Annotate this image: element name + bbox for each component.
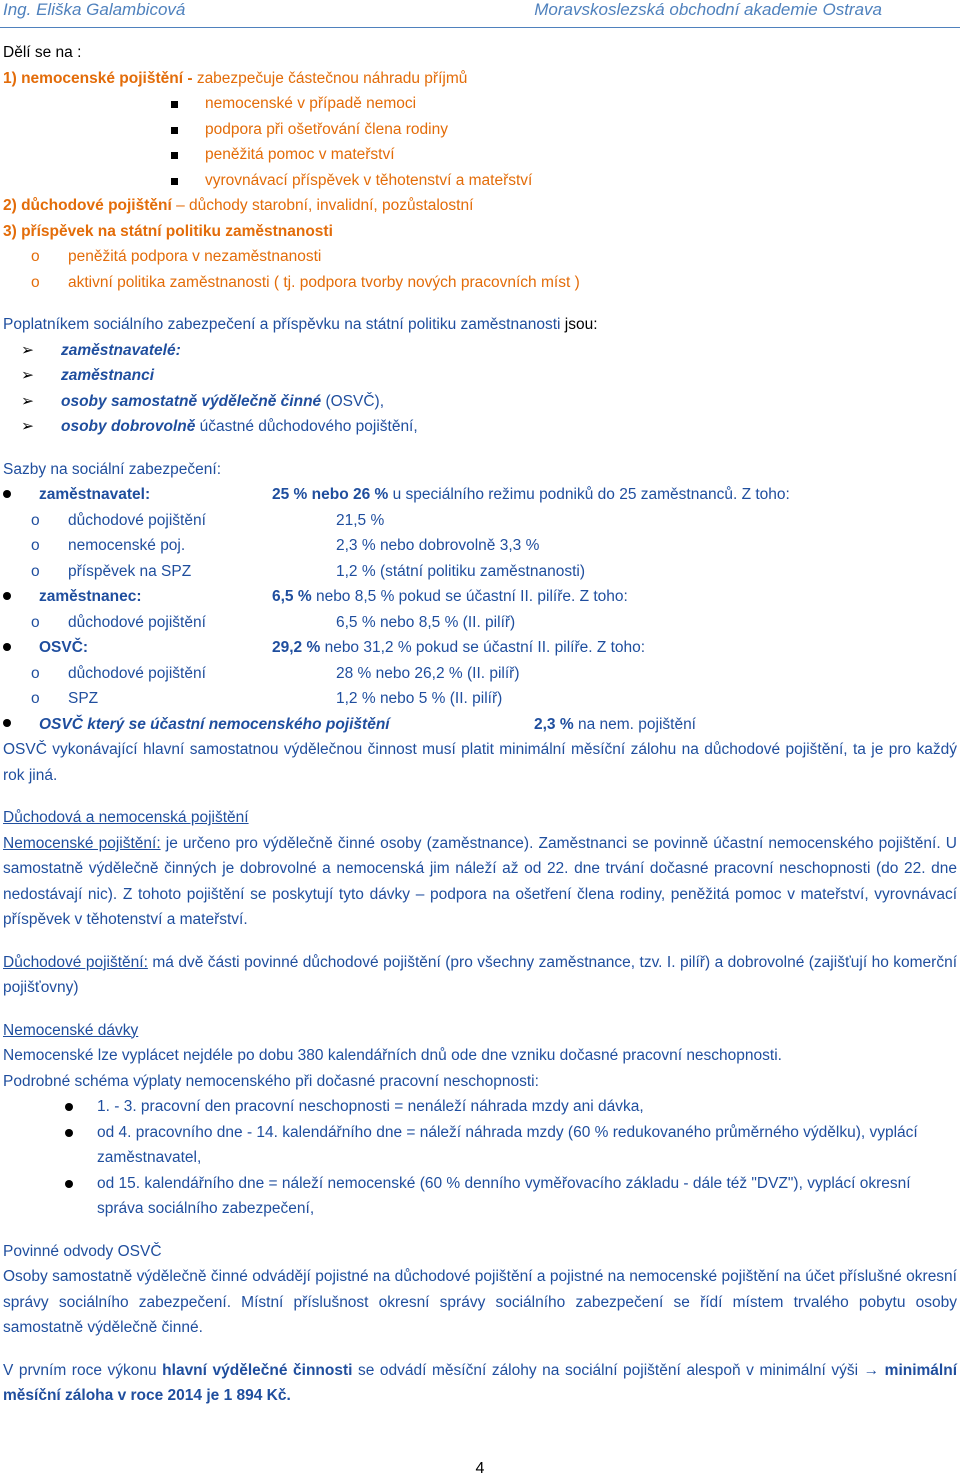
list-item: podpora při ošetřování člena rodiny (3, 117, 957, 143)
arrow-bullet-icon: ➢ (21, 341, 34, 359)
square-bullet-icon (171, 152, 178, 159)
sick-insurance-paragraph: Nemocenské pojištění: je určeno pro výdělečně činné osoby (zaměstnance). Zaměstnanci se povinně účastní nemocenského pojištění. U samostatně výdělečně činných je dobrovolné a nemocenská jim náleží až od 22. dne trvání dočasné pracovní neschopnosti (do 22. dne nedostávají nic). Z tohoto pojištění se poskytují tyto dávky – podpora na ošetření člena rodiny, peněžitá pomoc v mateřství, vyrovnávací příspěvek v těhotenství a mateřství. (3, 834, 957, 928)
payers-heading: Poplatníkem sociálního zabezpečení a příspěvku na státní politiku zaměstnanosti jsou: (3, 316, 598, 333)
circle-bullet-icon: o (31, 690, 40, 707)
square-bullet-icon (171, 101, 178, 108)
list-item: o peněžitá podpora v nezaměstnanosti (3, 244, 957, 270)
right-arrow-icon: → (863, 1361, 885, 1379)
square-bullet-icon (171, 127, 178, 134)
header-author: Ing. Eliška Galambicová (3, 0, 186, 19)
circle-bullet-icon: o (31, 248, 40, 265)
intro-line: Dělí se na : (3, 44, 82, 61)
rate-subrow: o příspěvek na SPZ 1,2 % (státní politiku zaměstnanosti) (3, 559, 957, 585)
rate-subrow: o důchodové pojištění 28 % nebo 26,2 % (II. pilíř) (3, 661, 957, 687)
osvc-note: OSVČ vykonávající hlavní samostatnou výdělečnou činnost musí platit minimální měsíční zálohu na důchodové pojištění, ta je pro každý rok jiná. (3, 741, 957, 784)
list-item: peněžitá pomoc v mateřství (3, 142, 957, 168)
list-item: ➢ zaměstnanci (3, 363, 957, 389)
rate-subrow: o SPZ 1,2 % nebo 5 % (II. pilíř) (3, 686, 957, 712)
sickness-p1: Nemocenské lze vyplácet nejdéle po dobu 380 kalendářních dnů ode dne vzniku dočasné pracovní neschopnosti. (3, 1047, 782, 1064)
rate-row: OSVČ který se účastní nemocenského pojištění 2,3 % na nem. pojištění (3, 712, 957, 738)
bullet-icon (65, 1129, 73, 1137)
circle-bullet-icon: o (31, 273, 40, 291)
list-item: o aktivní politika zaměstnanosti ( tj. podpora tvorby nových pracovních míst ) (3, 270, 957, 296)
page-number: 4 (475, 1460, 485, 1477)
circle-bullet-icon: o (31, 664, 40, 682)
bullet-icon (3, 592, 11, 600)
osvc-duties-p1: Osoby samostatně výdělečně činné odvádějí pojistné na důchodové pojištění a pojistné na nemocenské pojištění na účet příslušné okresní správy sociálního zabezpečení. Místní příslušnost okresní správy sociálního zabezpečení se řídí místem trvalého pobytu osoby samostatně výdělečně činné. (3, 1268, 957, 1336)
sickness-list (3, 1094, 957, 1222)
circle-bullet-icon: o (31, 562, 40, 580)
square-bullet-icon (171, 178, 178, 185)
insurance-heading: Důchodová a nemocenská pojištění (3, 809, 249, 826)
circle-bullet-icon: o (31, 511, 40, 529)
arrow-bullet-icon: ➢ (21, 392, 34, 410)
document-body (3, 40, 957, 1409)
bullet-icon (3, 490, 11, 498)
pension-insurance-paragraph: Důchodové pojištění: má dvě části povinné důchodové pojištění (pro všechny zaměstnance, tzv. I. pilíř) a dobrovolné (zajišťují ho komerční pojišťovny) (3, 953, 957, 996)
rate-row: zaměstnanec: 6,5 % nebo 8,5 % pokud se účastní II. pilíře. Z toho: (3, 584, 957, 610)
header-rule (0, 27, 960, 28)
arrow-bullet-icon: ➢ (21, 418, 34, 435)
list-item: od 4. pracovního dne - 14. kalendářního dne = náleží náhrada mzdy (60 % redukovaného průměrného výdělku), vyplácí zaměstnavatel, (3, 1120, 957, 1171)
osvc-duties-p2: V prvním roce výkonu hlavní výdělečné činnosti se odvádí měsíční zálohy na sociální pojištění alespoň v minimální výši → minimální měsíční záloha v roce 2014 je 1 894 Kč. (3, 1361, 958, 1404)
sickness-p2: Podrobné schéma výplaty nemocenského při dočasné pracovní neschopnosti: (3, 1072, 539, 1090)
sec1-heading: 1) nemocenské pojištění - zabezpečuje částečnou náhradu příjmů (3, 69, 468, 87)
osvc-duties-heading: Povinné odvody OSVČ (3, 1242, 162, 1260)
arrow-bullet-icon: ➢ (21, 367, 34, 384)
rate-row: OSVČ: 29,2 % nebo 31,2 % pokud se účastní II. pilíře. Z toho: (3, 635, 957, 661)
header-school: Moravskoslezská obchodní akademie Ostrava (534, 0, 882, 19)
list-item: nemocenské v případě nemoci (3, 91, 957, 117)
list-item: vyrovnávací příspěvek v těhotenství a mateřství (3, 168, 957, 194)
circle-bullet-icon: o (31, 537, 40, 554)
rate-subrow: o důchodové pojištění 21,5 % (3, 508, 957, 534)
rate-subrow: o důchodové pojištění 6,5 % nebo 8,5 % (II. pilíř) (3, 610, 957, 636)
rate-row: zaměstnavatel: 25 % nebo 26 % u speciálního režimu podniků do 25 zaměstnanců. Z toho: (3, 482, 957, 508)
list-item: od 15. kalendářního dne = náleží nemocenské (60 % denního vyměřovacího základu - dále též "DVZ"), vyplácí okresní správa sociálního zabezpečení, (3, 1171, 957, 1222)
list-item: ➢ osoby samostatně výdělečně činné (OSVČ), (3, 389, 957, 415)
bullet-icon (65, 1103, 73, 1111)
bullet-icon (3, 643, 11, 651)
bullet-icon (3, 719, 11, 727)
bullet-icon (65, 1180, 73, 1188)
sec3-heading: 3) příspěvek na státní politiku zaměstnanosti (3, 222, 333, 240)
list-item: 1. - 3. pracovní den pracovní neschopnosti = nenáleží náhrada mzdy ani dávka, (3, 1094, 957, 1120)
sickness-heading: Nemocenské dávky (3, 1021, 139, 1039)
page-header (0, 0, 960, 30)
rate-subrow: o nemocenské poj. 2,3 % nebo dobrovolně 3,3 % (3, 533, 957, 559)
sec2-heading: 2) důchodové pojištění – důchody starobní, invalidní, pozůstalostní (3, 197, 474, 214)
circle-bullet-icon: o (31, 613, 40, 631)
list-item: ➢ zaměstnavatelé: (3, 338, 957, 364)
list-item: ➢ osoby dobrovolně účastné důchodového pojištění, (3, 414, 957, 440)
rates-heading: Sazby na sociální zabezpečení: (3, 460, 221, 478)
